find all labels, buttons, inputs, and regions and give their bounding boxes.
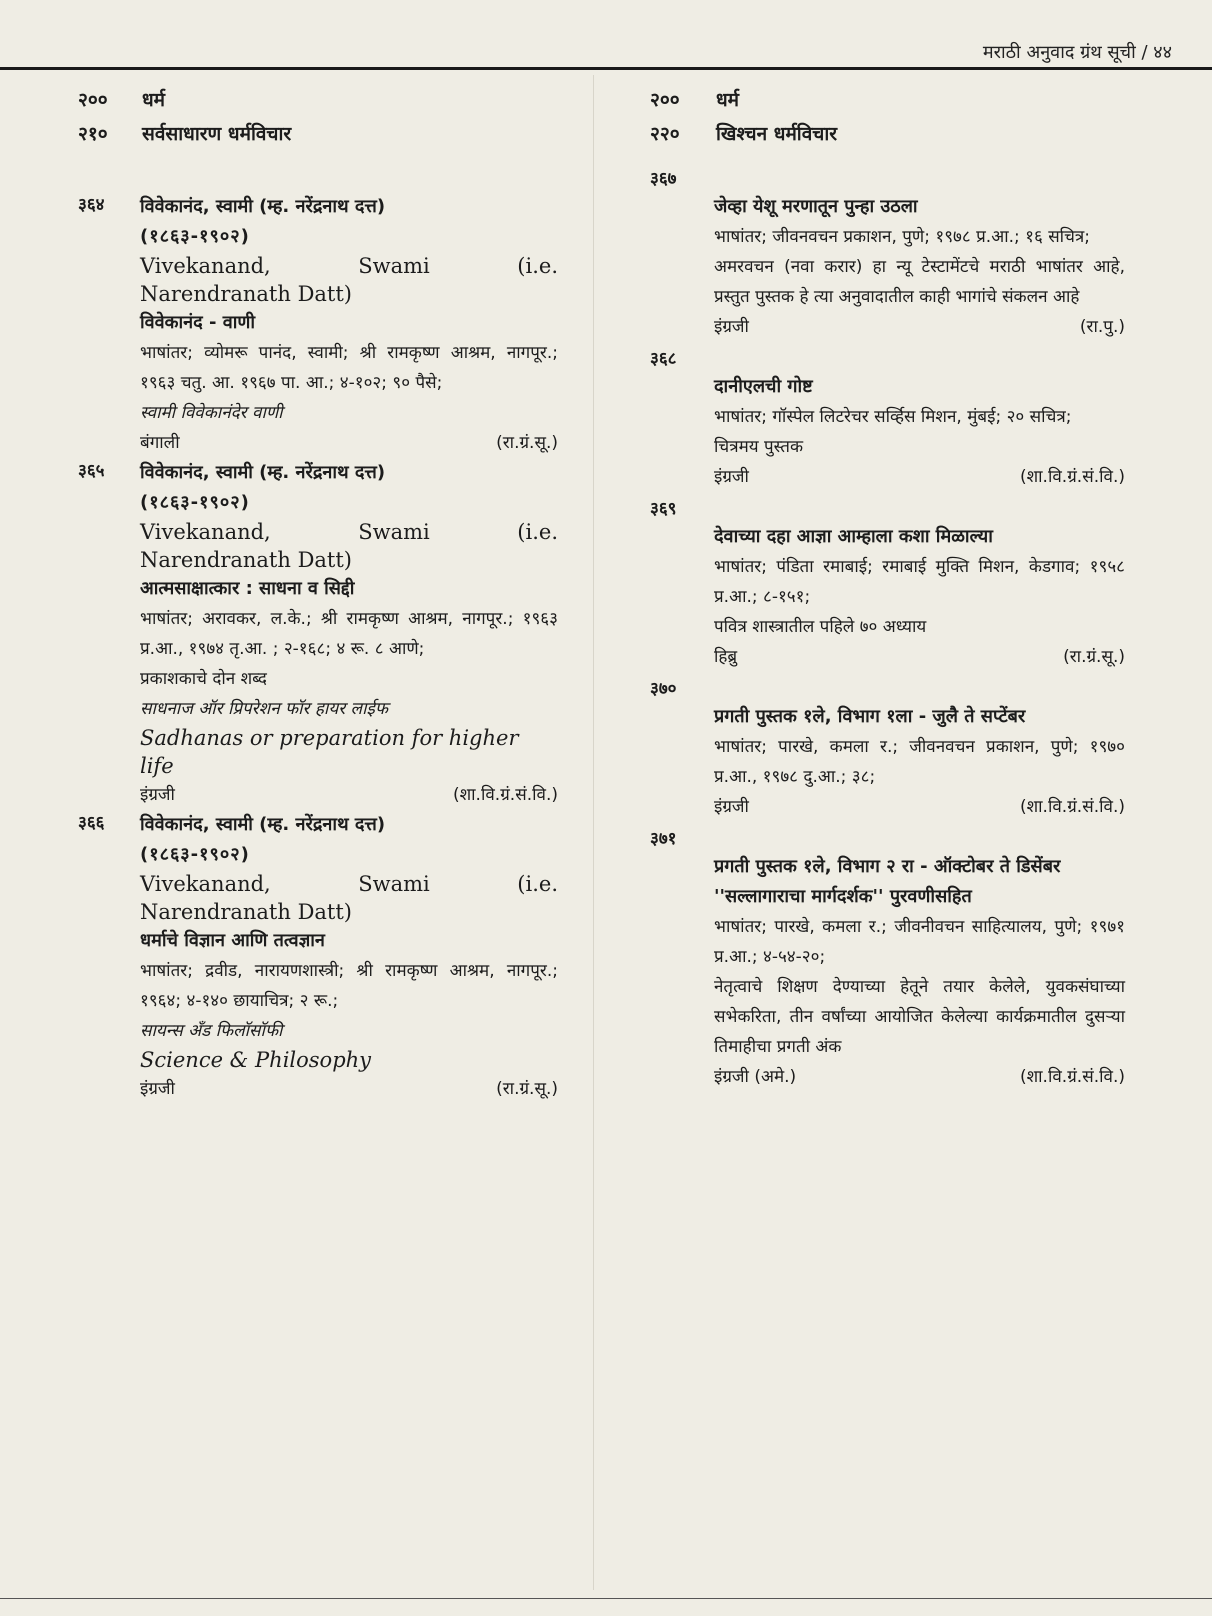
entry-author-roman-cont: Narendranath Datt) <box>140 282 352 306</box>
entry-source: (रा.ग्रं.सू.) <box>496 1079 558 1099</box>
entry-author-roman: Vivekanand, Swami (i.e. <box>140 254 558 278</box>
bib-entry-364 <box>78 192 558 458</box>
footer-rule <box>0 1598 1212 1599</box>
bib-entry-368 <box>650 342 1125 492</box>
entry-source: (शा.वि.ग्रं.सं.वि.) <box>452 785 558 805</box>
section-number: २०० <box>650 89 680 111</box>
entry-source: (शा.वि.ग्रं.सं.वि.) <box>1019 1067 1125 1087</box>
entry-original-title: साधनाज ऑर प्रिपरेशन फॉर हायर लाईफ <box>140 699 388 719</box>
entry-publication: भाषांतर; व्योमरू पानंद, स्वामी; श्री रामकृष्ण आश्रम, नागपूर.; १९६३ चतु. आ. १९६७ पा. आ.; ४-१०२; ९० पैसे; <box>140 343 558 393</box>
entry-publication: भाषांतर; द्रवीड, नारायणशास्त्री; श्री रामकृष्ण आश्रम, नागपूर.; १९६४; ४-१४० छायाचित्र; २ रू.; <box>140 961 558 1011</box>
entry-note: पवित्र शास्त्रातील पहिले ७० अध्याय <box>714 617 927 637</box>
entry-note: नेतृत्वाचे शिक्षण देण्याच्या हेतूने तयार केलेले, युवकसंघाच्या सभेकरिता, तीन वर्षांच्या आयोजित केलेल्या कार्यक्रमातील दुसऱ्या तिमाहीचा प्रगती अंक <box>714 977 1125 1057</box>
subsection-heading <box>78 120 558 154</box>
entry-number: ३६९ <box>650 499 677 519</box>
entry-source: (रा.ग्रं.सू.) <box>1063 647 1125 667</box>
bib-entry-367 <box>650 162 1125 342</box>
entry-note: अमरवचन (नवा करार) हा न्यू टेस्टामेंटचे मराठी भाषांतर आहे, प्रस्तुत पुस्तक हे त्या अनुवादातील काही भागांचे संकलन आहे <box>714 257 1125 307</box>
entry-language: इंग्रजी <box>714 797 749 817</box>
section-number: २१० <box>78 123 108 145</box>
right-column <box>650 86 1125 1092</box>
entry-number: ३६५ <box>78 461 105 481</box>
entry-title: आत्मसाक्षात्कार : साधना व सिद्दी <box>140 578 355 599</box>
entry-author-roman: Vivekanand, Swami (i.e. <box>140 872 558 896</box>
entry-publication: भाषांतर; पारखे, कमला र.; जीवनीवचन साहित्यालय, पुणे; १९७१ प्र.आ.; ४-५४-२०; <box>714 917 1125 967</box>
subsection-heading <box>650 120 1125 154</box>
entry-language: बंगाली <box>140 433 180 453</box>
entry-language: इंग्रजी <box>714 317 749 337</box>
section-number: २२० <box>650 123 680 145</box>
section-title: सर्वसाधारण धर्मविचार <box>142 123 292 145</box>
running-head: मराठी अनुवाद ग्रंथ सूची / ४४ <box>982 42 1172 63</box>
entry-title: प्रगती पुस्तक १ले, विभाग २ रा - ऑक्टोबर ते डिसेंबर ''सल्लागाराचा मार्गदर्शक'' पुरवणीसहित <box>714 856 1061 907</box>
entry-publication: भाषांतर; पारखे, कमला र.; जीवनवचन प्रकाशन, पुणे; १९७० प्र.आ., १९७८ दु.आ.; ३८; <box>714 737 1125 787</box>
entry-publication: भाषांतर; अरावकर, ल.के.; श्री रामकृष्ण आश्रम, नागपूर.; १९६३ प्र.आ., १९७४ तृ.आ. ; २-१६८; ४ रू. ८ आणे; <box>140 609 558 659</box>
section-heading <box>78 86 558 120</box>
entry-title: विवेकानंद - वाणी <box>140 312 256 333</box>
entry-title: जेव्हा येशू मरणातून पुन्हा उठला <box>714 196 918 217</box>
section-heading <box>650 86 1125 120</box>
section-title: धर्म <box>716 89 740 111</box>
header-rule <box>0 67 1212 70</box>
section-title: धर्म <box>142 89 166 111</box>
entry-number: ३७० <box>650 679 677 699</box>
entry-original-title: स्वामी विवेकानंदेर वाणी <box>140 403 283 423</box>
entry-note: चित्रमय पुस्तक <box>714 437 804 457</box>
entry-author: विवेकानंद, स्वामी (म्ह. नरेंद्रनाथ दत्त) <box>140 196 386 217</box>
entry-original-title: सायन्स अँड फिलॉसॉफी <box>140 1021 283 1041</box>
entry-original-title-roman: Sadhanas or preparation for higher life <box>140 726 519 778</box>
bib-entry-371 <box>650 822 1125 1092</box>
entry-dates: (१८६३-१९०२) <box>140 226 250 247</box>
bib-entry-369 <box>650 492 1125 672</box>
entry-publication: भाषांतर; जीवनवचन प्रकाशन, पुणे; १९७८ प्र.आ.; १६ सचित्र; <box>714 227 1090 247</box>
entry-language: इंग्रजी <box>714 467 749 487</box>
entry-publication: भाषांतर; गॉस्पेल लिटरेचर सर्व्हिस मिशन, मुंबई; २० सचित्र; <box>714 407 1072 427</box>
entry-title: प्रगती पुस्तक १ले, विभाग १ला - जुलै ते सप्टेंबर <box>714 706 1026 727</box>
bib-entry-370 <box>650 672 1125 822</box>
entry-number: ३६४ <box>78 195 105 215</box>
entry-note: प्रकाशकाचे दोन शब्द <box>140 669 267 689</box>
bib-entry-366 <box>78 810 558 1104</box>
entry-author-roman: Vivekanand, Swami (i.e. <box>140 520 558 544</box>
entry-dates: (१८६३-१९०२) <box>140 844 250 865</box>
entry-original-title-roman: Science & Philosophy <box>140 1048 372 1072</box>
entry-author: विवेकानंद, स्वामी (म्ह. नरेंद्रनाथ दत्त) <box>140 814 386 835</box>
entry-author-roman-cont: Narendranath Datt) <box>140 548 352 572</box>
section-number: २०० <box>78 89 108 111</box>
entry-author-roman-cont: Narendranath Datt) <box>140 900 352 924</box>
entry-source: (शा.वि.ग्रं.सं.वि.) <box>1019 467 1125 487</box>
entry-source: (शा.वि.ग्रं.सं.वि.) <box>1019 797 1125 817</box>
entry-publication: भाषांतर; पंडिता रमाबाई; रमाबाई मुक्ति मिशन, केडगाव; १९५८ प्र.आ.; ८-१५१; <box>714 557 1125 607</box>
entry-title: धर्माचे विज्ञान आणि तत्वज्ञान <box>140 930 325 951</box>
entry-language: हिब्रु <box>714 647 738 667</box>
entry-language: इंग्रजी <box>140 1079 175 1099</box>
entry-dates: (१८६३-१९०२) <box>140 492 250 513</box>
entry-number: ३६८ <box>650 349 677 369</box>
entry-title: दानीएलची गोष्ट <box>714 376 813 397</box>
page-gutter <box>593 75 594 1590</box>
section-title: खिश्चन धर्मविचार <box>716 123 838 145</box>
entry-source: (रा.पु.) <box>1079 317 1125 337</box>
entry-language: इंग्रजी (अमे.) <box>714 1067 797 1087</box>
entry-source: (रा.ग्रं.सू.) <box>496 433 558 453</box>
left-column <box>78 86 558 1104</box>
entry-author: विवेकानंद, स्वामी (म्ह. नरेंद्रनाथ दत्त) <box>140 462 386 483</box>
entry-number: ३७१ <box>650 829 677 849</box>
entry-language: इंग्रजी <box>140 785 175 805</box>
bib-entry-365 <box>78 458 558 810</box>
entry-number: ३६६ <box>78 813 105 833</box>
entry-number: ३६७ <box>650 169 677 189</box>
entry-title: देवाच्या दहा आज्ञा आम्हाला कशा मिळाल्या <box>714 526 993 547</box>
